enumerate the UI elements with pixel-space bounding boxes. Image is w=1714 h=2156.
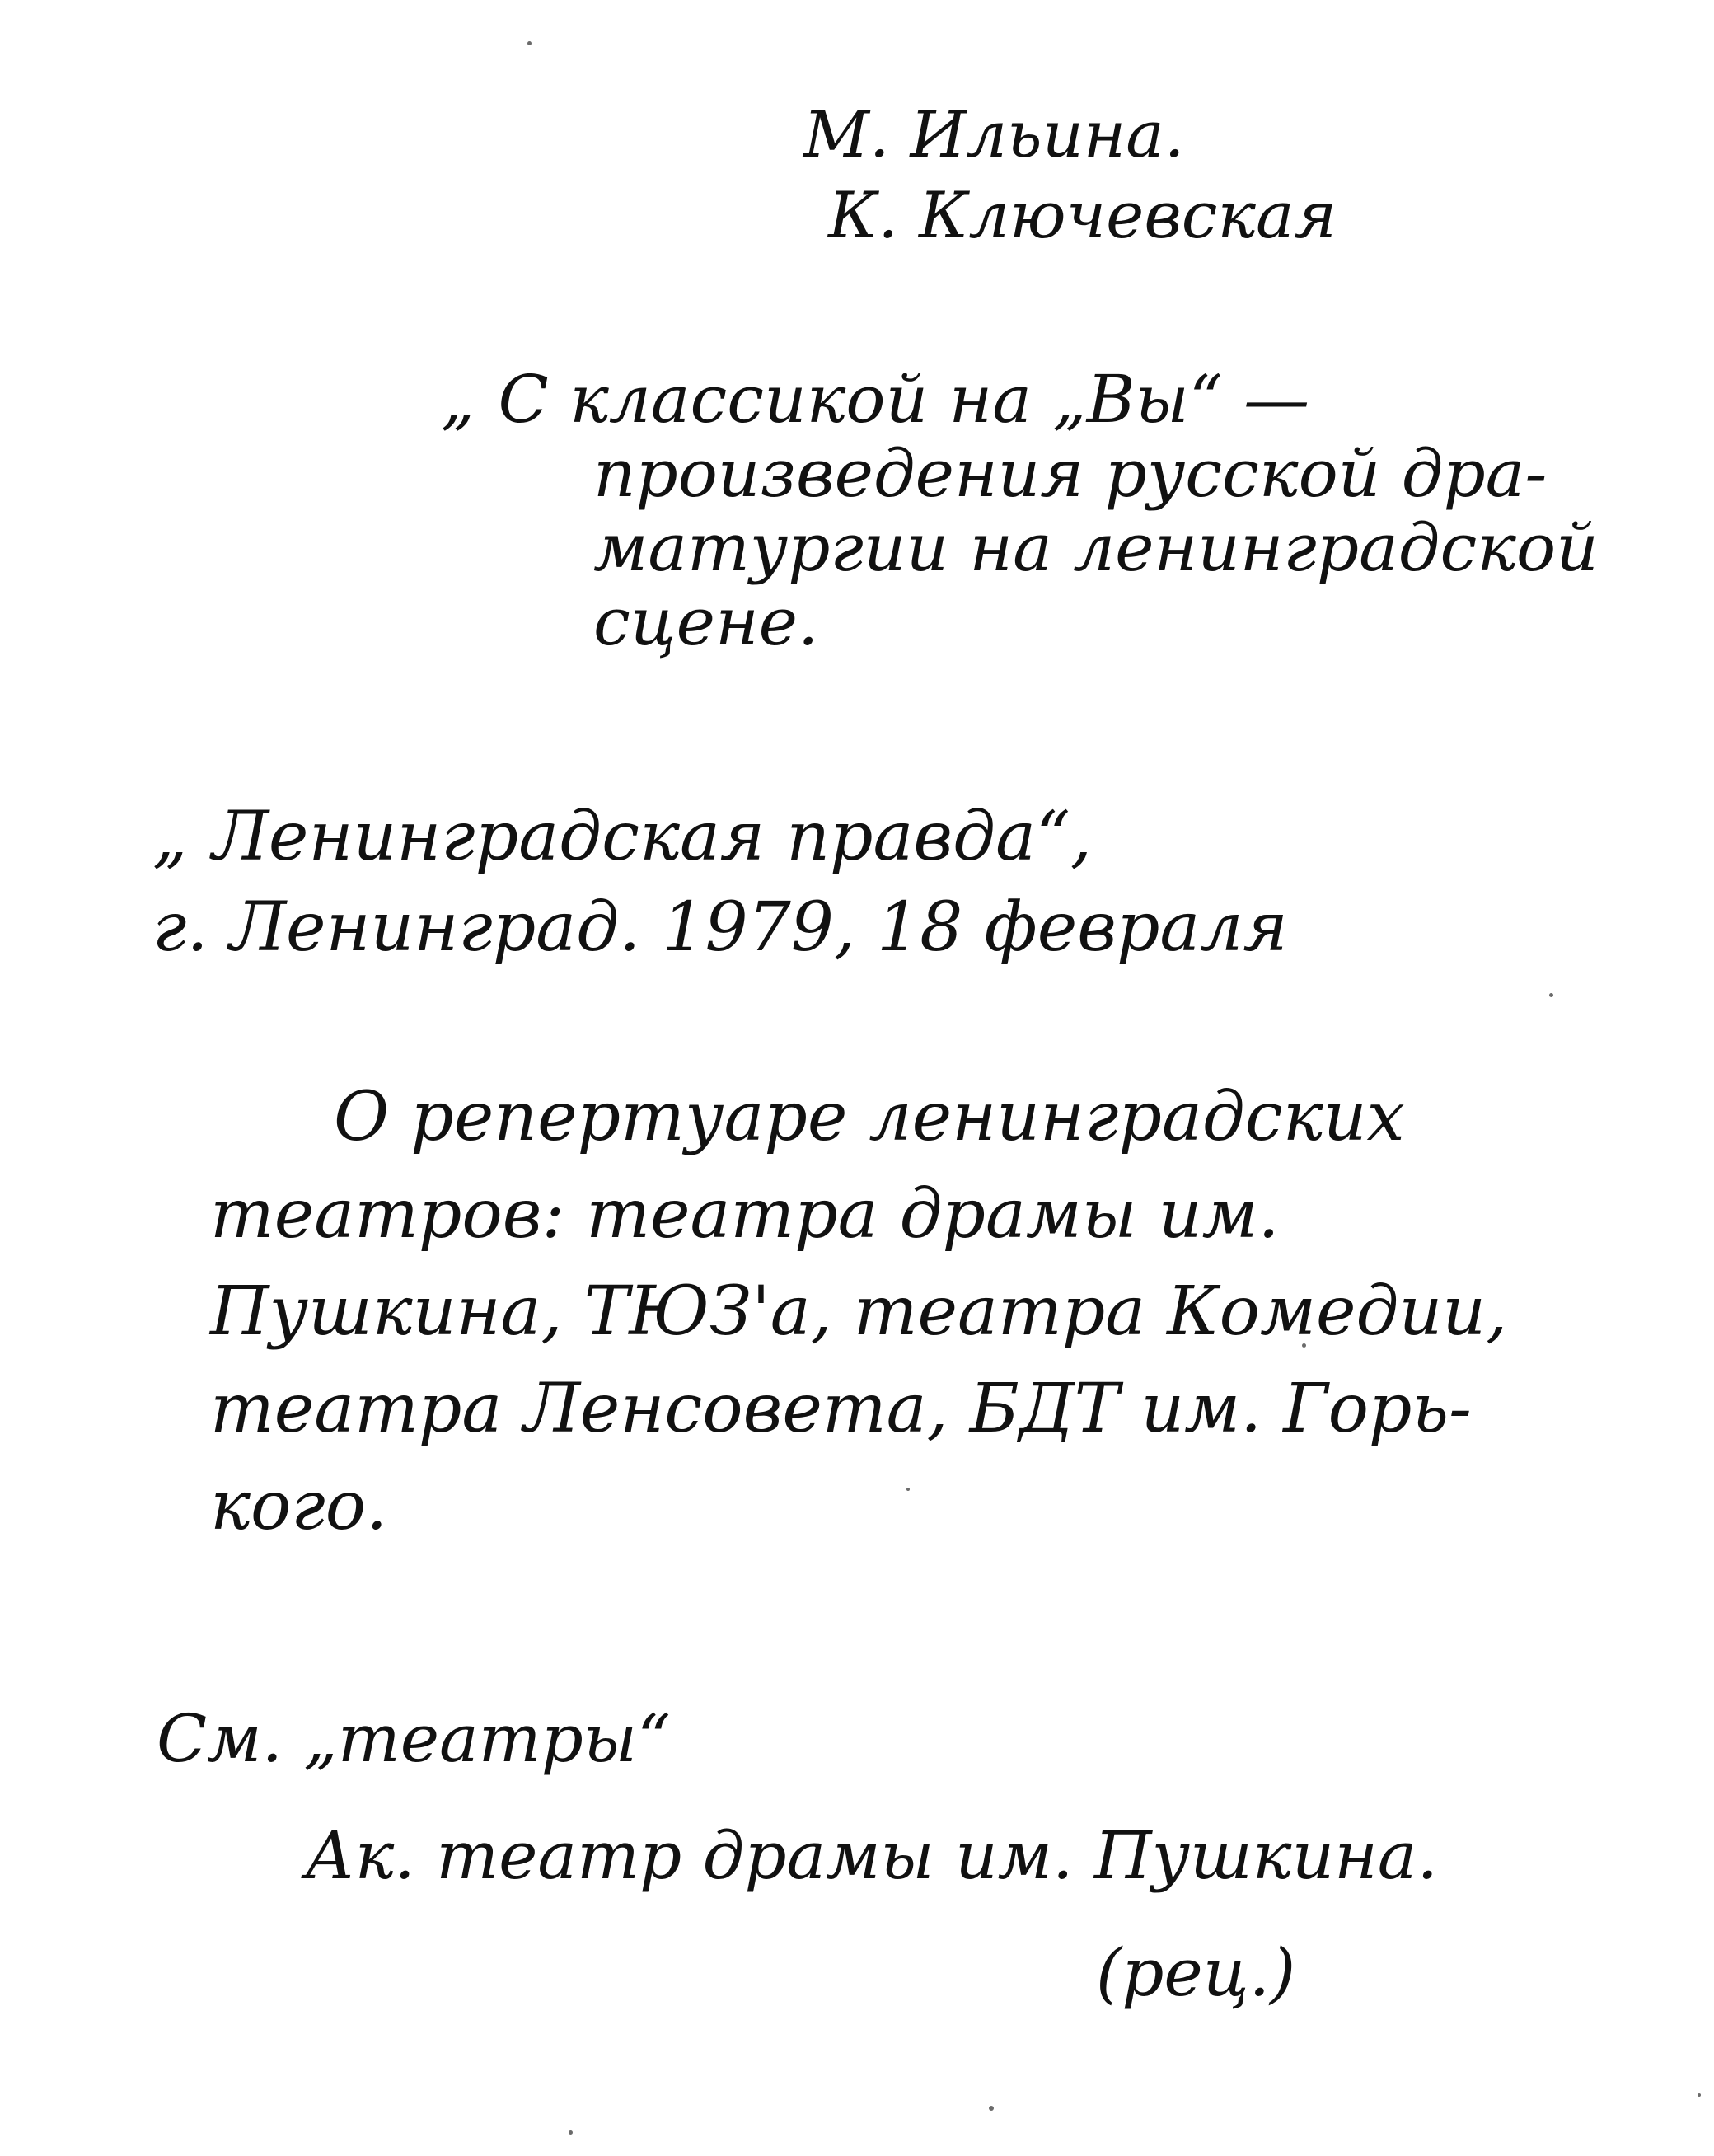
- source-newspaper-name: Ленинградская правда“,: [212, 798, 1092, 876]
- paper-speck: [989, 2106, 994, 2111]
- article-title-line: произведения русской дра-: [593, 435, 1548, 512]
- see-also-reference: См. „театры“: [157, 1700, 671, 1777]
- paper-speck: [527, 41, 532, 45]
- article-title-line: матургии на ленинградской: [593, 509, 1599, 586]
- author-klyuchevskaya: К. Ключевская: [828, 179, 1337, 253]
- summary-line: Пушкина, ТЮЗ'а, театра Комедии,: [210, 1273, 1508, 1351]
- authors-block: [803, 98, 1337, 265]
- summary-line: театров: театра драмы им.: [210, 1175, 1280, 1254]
- summary-line: О репертуаре ленинградских: [334, 1078, 1405, 1156]
- article-title-line: сцене.: [593, 584, 819, 660]
- author-ilyina: М. Ильина.: [803, 98, 1185, 172]
- see-also-theatre: Ак. театр драмы им. Пушкина.: [305, 1817, 1438, 1894]
- paper-speck: [569, 2130, 573, 2135]
- article-title-text: С классикой на „Вы“ —: [498, 361, 1310, 438]
- source-place-date: г. Ленинград. 1979, 18 февраля: [152, 888, 1288, 967]
- opening-quote-mark: „: [441, 361, 475, 438]
- paper-speck: [1549, 993, 1553, 997]
- summary-line: театра Ленсовета, БДТ им. Горь-: [210, 1370, 1472, 1448]
- paper-speck: [1698, 2093, 1701, 2097]
- summary-line: кого.: [210, 1467, 388, 1545]
- opening-quote-mark: „: [152, 798, 188, 876]
- article-title-line: [371, 361, 1599, 441]
- see-also-block: [157, 1700, 1438, 2057]
- source-newspaper: [152, 798, 1288, 894]
- article-title-block: [371, 361, 1599, 663]
- source-block: [152, 798, 1288, 985]
- see-also-review-note: (рец.): [1096, 1934, 1296, 2011]
- summary-block: [210, 1078, 1508, 1570]
